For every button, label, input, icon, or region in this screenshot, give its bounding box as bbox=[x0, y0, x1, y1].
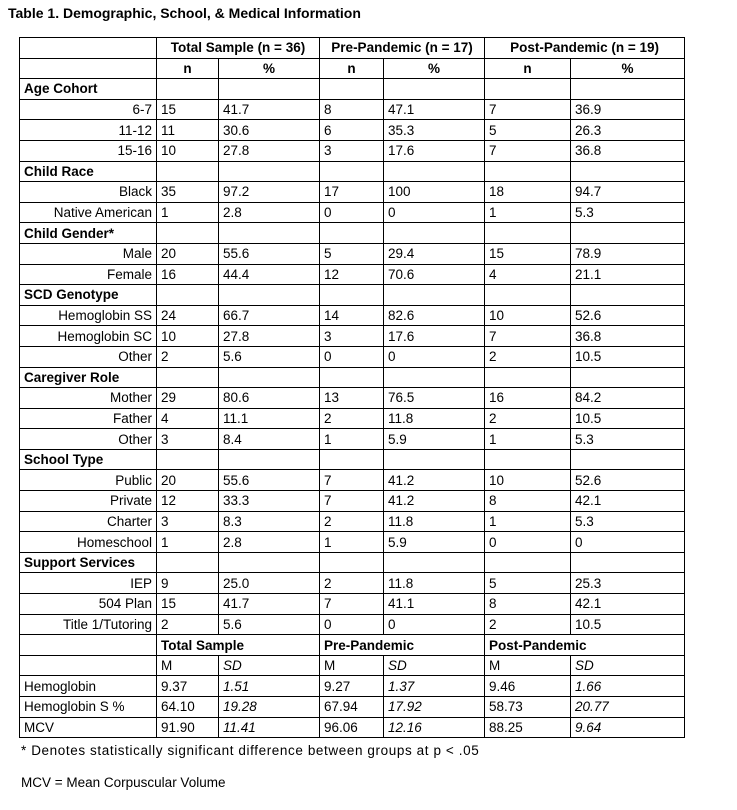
empty-cell bbox=[485, 449, 571, 470]
table-row bbox=[20, 305, 685, 326]
value-cell: 2 bbox=[157, 614, 219, 635]
value-cell: 76.5 bbox=[384, 388, 485, 409]
empty-cell bbox=[571, 449, 685, 470]
value-cell: 12 bbox=[320, 264, 384, 285]
table-row bbox=[20, 429, 685, 450]
value-cell: 10 bbox=[157, 326, 219, 347]
value-cell: 96.06 bbox=[320, 717, 384, 738]
row-label: 504 Plan bbox=[20, 594, 157, 615]
value-cell: 1.37 bbox=[384, 676, 485, 697]
value-cell: 35.3 bbox=[384, 120, 485, 141]
value-cell: 20 bbox=[157, 243, 219, 264]
value-cell: 0 bbox=[384, 614, 485, 635]
empty-cell bbox=[485, 367, 571, 388]
empty-cell bbox=[571, 161, 685, 182]
value-cell: 27.8 bbox=[219, 140, 320, 161]
value-cell: 67.94 bbox=[320, 697, 384, 718]
value-cell: 5.3 bbox=[571, 511, 685, 532]
empty-cell bbox=[157, 161, 219, 182]
empty-cell bbox=[320, 223, 384, 244]
value-cell: 0 bbox=[320, 346, 384, 367]
value-cell: 7 bbox=[320, 594, 384, 615]
row-label: 15-16 bbox=[20, 140, 157, 161]
row-label: Other bbox=[20, 429, 157, 450]
row-label: Father bbox=[20, 408, 157, 429]
group-header: Pre-Pandemic (n = 17) bbox=[320, 38, 485, 59]
value-cell: 11.8 bbox=[384, 408, 485, 429]
value-cell: 15 bbox=[157, 594, 219, 615]
value-cell: 11.8 bbox=[384, 573, 485, 594]
group-header: Total Sample (n = 36) bbox=[157, 38, 320, 59]
table-row bbox=[20, 120, 685, 141]
value-cell: 7 bbox=[485, 140, 571, 161]
section-label: Age Cohort bbox=[20, 79, 157, 100]
value-cell: 9.46 bbox=[485, 676, 571, 697]
value-cell: 1.51 bbox=[219, 676, 320, 697]
empty-cell bbox=[219, 161, 320, 182]
section-row bbox=[20, 285, 685, 306]
empty-cell bbox=[157, 79, 219, 100]
corner-cell bbox=[20, 655, 157, 676]
table-row bbox=[20, 99, 685, 120]
value-cell: 47.1 bbox=[384, 99, 485, 120]
empty-cell bbox=[320, 161, 384, 182]
value-cell: 41.2 bbox=[384, 491, 485, 512]
stat-header-m: M bbox=[485, 655, 571, 676]
value-cell: 15 bbox=[485, 243, 571, 264]
value-cell: 1 bbox=[157, 202, 219, 223]
empty-cell bbox=[219, 449, 320, 470]
empty-cell bbox=[485, 552, 571, 573]
section-row bbox=[20, 161, 685, 182]
value-cell: 18 bbox=[485, 182, 571, 203]
stat-header-m: M bbox=[320, 655, 384, 676]
empty-cell bbox=[320, 367, 384, 388]
value-cell: 3 bbox=[320, 326, 384, 347]
value-cell: 41.2 bbox=[384, 470, 485, 491]
value-cell: 8 bbox=[485, 491, 571, 512]
value-cell: 5 bbox=[485, 120, 571, 141]
value-cell: 17.6 bbox=[384, 140, 485, 161]
value-cell: 14 bbox=[320, 305, 384, 326]
value-cell: 2 bbox=[320, 408, 384, 429]
value-cell: 29.4 bbox=[384, 243, 485, 264]
value-cell: 36.8 bbox=[571, 326, 685, 347]
section-row bbox=[20, 449, 685, 470]
empty-cell bbox=[157, 449, 219, 470]
stat-header-n: n bbox=[157, 58, 219, 79]
section-label: Child Race bbox=[20, 161, 157, 182]
value-cell: 2 bbox=[485, 346, 571, 367]
value-cell: 1 bbox=[485, 202, 571, 223]
stat-header-sd: SD bbox=[571, 655, 685, 676]
section-row bbox=[20, 223, 685, 244]
medical-group-header: Pre-Pandemic bbox=[320, 635, 485, 656]
empty-cell bbox=[571, 552, 685, 573]
row-label: MCV bbox=[20, 717, 157, 738]
value-cell: 2 bbox=[157, 346, 219, 367]
empty-cell bbox=[320, 285, 384, 306]
empty-cell bbox=[384, 79, 485, 100]
empty-cell bbox=[157, 367, 219, 388]
value-cell: 10 bbox=[485, 470, 571, 491]
value-cell: 5.9 bbox=[384, 429, 485, 450]
value-cell: 4 bbox=[157, 408, 219, 429]
value-cell: 10.5 bbox=[571, 408, 685, 429]
corner-cell bbox=[20, 635, 157, 656]
value-cell: 52.6 bbox=[571, 470, 685, 491]
value-cell: 10.5 bbox=[571, 614, 685, 635]
value-cell: 16 bbox=[485, 388, 571, 409]
value-cell: 19.28 bbox=[219, 697, 320, 718]
value-cell: 9.27 bbox=[320, 676, 384, 697]
value-cell: 42.1 bbox=[571, 491, 685, 512]
section-row bbox=[20, 367, 685, 388]
value-cell: 5 bbox=[485, 573, 571, 594]
value-cell: 1.66 bbox=[571, 676, 685, 697]
empty-cell bbox=[384, 552, 485, 573]
empty-cell bbox=[320, 79, 384, 100]
row-label: Charter bbox=[20, 511, 157, 532]
row-label: Female bbox=[20, 264, 157, 285]
value-cell: 17 bbox=[320, 182, 384, 203]
table-row bbox=[20, 388, 685, 409]
table-row bbox=[20, 573, 685, 594]
value-cell: 15 bbox=[157, 99, 219, 120]
value-cell: 41.7 bbox=[219, 594, 320, 615]
value-cell: 10 bbox=[485, 305, 571, 326]
value-cell: 1 bbox=[485, 511, 571, 532]
value-cell: 1 bbox=[157, 532, 219, 553]
section-label: School Type bbox=[20, 449, 157, 470]
value-cell: 70.6 bbox=[384, 264, 485, 285]
table-row bbox=[20, 346, 685, 367]
empty-cell bbox=[157, 552, 219, 573]
table-row bbox=[20, 470, 685, 491]
value-cell: 41.1 bbox=[384, 594, 485, 615]
table-row bbox=[20, 511, 685, 532]
value-cell: 12 bbox=[157, 491, 219, 512]
value-cell: 16 bbox=[157, 264, 219, 285]
stat-header-n: n bbox=[485, 58, 571, 79]
section-label: Support Services bbox=[20, 552, 157, 573]
stat-header-pct: % bbox=[571, 58, 685, 79]
row-label: Private bbox=[20, 491, 157, 512]
empty-cell bbox=[485, 285, 571, 306]
abbreviation-note: MCV = Mean Corpuscular Volume bbox=[21, 775, 226, 790]
significance-footnote: * Denotes statistically significant difference between groups at p < .05 bbox=[21, 743, 480, 758]
value-cell: 94.7 bbox=[571, 182, 685, 203]
medical-group-header-row bbox=[20, 635, 685, 656]
table-title: Table 1. Demographic, School, & Medical Information bbox=[8, 5, 361, 21]
table-row bbox=[20, 202, 685, 223]
section-row bbox=[20, 552, 685, 573]
medical-group-header: Post-Pandemic bbox=[485, 635, 685, 656]
medical-row bbox=[20, 717, 685, 738]
value-cell: 1 bbox=[320, 532, 384, 553]
empty-cell bbox=[571, 285, 685, 306]
value-cell: 8 bbox=[320, 99, 384, 120]
value-cell: 36.8 bbox=[571, 140, 685, 161]
value-cell: 20 bbox=[157, 470, 219, 491]
value-cell: 88.25 bbox=[485, 717, 571, 738]
value-cell: 20.77 bbox=[571, 697, 685, 718]
row-label: Hemoglobin SC bbox=[20, 326, 157, 347]
row-label: 6-7 bbox=[20, 99, 157, 120]
empty-cell bbox=[485, 223, 571, 244]
empty-cell bbox=[571, 367, 685, 388]
value-cell: 82.6 bbox=[384, 305, 485, 326]
empty-cell bbox=[384, 223, 485, 244]
value-cell: 2 bbox=[320, 511, 384, 532]
row-label: Black bbox=[20, 182, 157, 203]
value-cell: 2 bbox=[485, 614, 571, 635]
value-cell: 66.7 bbox=[219, 305, 320, 326]
value-cell: 5.3 bbox=[571, 429, 685, 450]
value-cell: 11 bbox=[157, 120, 219, 141]
value-cell: 58.73 bbox=[485, 697, 571, 718]
value-cell: 6 bbox=[320, 120, 384, 141]
corner-cell bbox=[20, 38, 157, 59]
value-cell: 27.8 bbox=[219, 326, 320, 347]
group-header-row bbox=[20, 38, 685, 59]
value-cell: 29 bbox=[157, 388, 219, 409]
demographics-table bbox=[19, 37, 685, 738]
value-cell: 3 bbox=[320, 140, 384, 161]
value-cell: 41.7 bbox=[219, 99, 320, 120]
empty-cell bbox=[219, 223, 320, 244]
table-row bbox=[20, 140, 685, 161]
value-cell: 8.4 bbox=[219, 429, 320, 450]
value-cell: 100 bbox=[384, 182, 485, 203]
empty-cell bbox=[157, 285, 219, 306]
table-row bbox=[20, 594, 685, 615]
value-cell: 12.16 bbox=[384, 717, 485, 738]
value-cell: 78.9 bbox=[571, 243, 685, 264]
row-label: Other bbox=[20, 346, 157, 367]
stat-header-pct: % bbox=[219, 58, 320, 79]
table-row bbox=[20, 182, 685, 203]
value-cell: 8.3 bbox=[219, 511, 320, 532]
value-cell: 5.6 bbox=[219, 346, 320, 367]
row-label: Hemoglobin bbox=[20, 676, 157, 697]
value-cell: 25.0 bbox=[219, 573, 320, 594]
value-cell: 11.8 bbox=[384, 511, 485, 532]
value-cell: 0 bbox=[384, 202, 485, 223]
empty-cell bbox=[384, 367, 485, 388]
value-cell: 9.37 bbox=[157, 676, 219, 697]
empty-cell bbox=[384, 285, 485, 306]
value-cell: 2 bbox=[485, 408, 571, 429]
empty-cell bbox=[485, 161, 571, 182]
medical-row bbox=[20, 676, 685, 697]
medical-group-header: Total Sample bbox=[157, 635, 320, 656]
row-label: Hemoglobin SS bbox=[20, 305, 157, 326]
table-row bbox=[20, 491, 685, 512]
value-cell: 35 bbox=[157, 182, 219, 203]
empty-cell bbox=[384, 161, 485, 182]
empty-cell bbox=[157, 223, 219, 244]
value-cell: 5.6 bbox=[219, 614, 320, 635]
row-label: IEP bbox=[20, 573, 157, 594]
table-row bbox=[20, 264, 685, 285]
value-cell: 2.8 bbox=[219, 532, 320, 553]
table-row bbox=[20, 243, 685, 264]
medical-row bbox=[20, 697, 685, 718]
stat-header-row bbox=[20, 58, 685, 79]
value-cell: 55.6 bbox=[219, 470, 320, 491]
value-cell: 64.10 bbox=[157, 697, 219, 718]
section-label: Child Gender* bbox=[20, 223, 157, 244]
empty-cell bbox=[219, 79, 320, 100]
empty-cell bbox=[571, 223, 685, 244]
value-cell: 1 bbox=[320, 429, 384, 450]
value-cell: 7 bbox=[485, 326, 571, 347]
empty-cell bbox=[571, 79, 685, 100]
row-label: 11-12 bbox=[20, 120, 157, 141]
medical-stat-header-row bbox=[20, 655, 685, 676]
value-cell: 25.3 bbox=[571, 573, 685, 594]
value-cell: 0 bbox=[320, 614, 384, 635]
value-cell: 33.3 bbox=[219, 491, 320, 512]
stat-header-sd: SD bbox=[384, 655, 485, 676]
value-cell: 26.3 bbox=[571, 120, 685, 141]
value-cell: 52.6 bbox=[571, 305, 685, 326]
row-label: Public bbox=[20, 470, 157, 491]
row-label: Title 1/Tutoring bbox=[20, 614, 157, 635]
stat-header-pct: % bbox=[384, 58, 485, 79]
group-header: Post-Pandemic (n = 19) bbox=[485, 38, 685, 59]
value-cell: 7 bbox=[320, 491, 384, 512]
table-row bbox=[20, 326, 685, 347]
value-cell: 7 bbox=[320, 470, 384, 491]
empty-cell bbox=[320, 449, 384, 470]
row-label: Male bbox=[20, 243, 157, 264]
value-cell: 91.90 bbox=[157, 717, 219, 738]
value-cell: 5.3 bbox=[571, 202, 685, 223]
value-cell: 2 bbox=[320, 573, 384, 594]
empty-cell bbox=[219, 285, 320, 306]
stat-header-n: n bbox=[320, 58, 384, 79]
value-cell: 5.9 bbox=[384, 532, 485, 553]
empty-cell bbox=[219, 552, 320, 573]
value-cell: 17.6 bbox=[384, 326, 485, 347]
value-cell: 0 bbox=[571, 532, 685, 553]
row-label: Native American bbox=[20, 202, 157, 223]
value-cell: 0 bbox=[320, 202, 384, 223]
empty-cell bbox=[485, 79, 571, 100]
section-label: Caregiver Role bbox=[20, 367, 157, 388]
value-cell: 1 bbox=[485, 429, 571, 450]
empty-cell bbox=[219, 367, 320, 388]
value-cell: 9 bbox=[157, 573, 219, 594]
corner-cell bbox=[20, 58, 157, 79]
value-cell: 4 bbox=[485, 264, 571, 285]
row-label: Homeschool bbox=[20, 532, 157, 553]
value-cell: 13 bbox=[320, 388, 384, 409]
value-cell: 0 bbox=[384, 346, 485, 367]
value-cell: 3 bbox=[157, 511, 219, 532]
value-cell: 9.64 bbox=[571, 717, 685, 738]
value-cell: 10 bbox=[157, 140, 219, 161]
value-cell: 30.6 bbox=[219, 120, 320, 141]
row-label: Mother bbox=[20, 388, 157, 409]
stat-header-m: M bbox=[157, 655, 219, 676]
value-cell: 42.1 bbox=[571, 594, 685, 615]
stat-header-sd: SD bbox=[219, 655, 320, 676]
row-label: Hemoglobin S % bbox=[20, 697, 157, 718]
value-cell: 24 bbox=[157, 305, 219, 326]
value-cell: 44.4 bbox=[219, 264, 320, 285]
value-cell: 3 bbox=[157, 429, 219, 450]
value-cell: 5 bbox=[320, 243, 384, 264]
value-cell: 17.92 bbox=[384, 697, 485, 718]
value-cell: 97.2 bbox=[219, 182, 320, 203]
value-cell: 36.9 bbox=[571, 99, 685, 120]
value-cell: 21.1 bbox=[571, 264, 685, 285]
table-row bbox=[20, 614, 685, 635]
section-row bbox=[20, 79, 685, 100]
value-cell: 11.41 bbox=[219, 717, 320, 738]
table-row bbox=[20, 532, 685, 553]
value-cell: 8 bbox=[485, 594, 571, 615]
value-cell: 7 bbox=[485, 99, 571, 120]
value-cell: 0 bbox=[485, 532, 571, 553]
value-cell: 55.6 bbox=[219, 243, 320, 264]
value-cell: 11.1 bbox=[219, 408, 320, 429]
value-cell: 2.8 bbox=[219, 202, 320, 223]
value-cell: 80.6 bbox=[219, 388, 320, 409]
empty-cell bbox=[384, 449, 485, 470]
table-row bbox=[20, 408, 685, 429]
section-label: SCD Genotype bbox=[20, 285, 157, 306]
value-cell: 10.5 bbox=[571, 346, 685, 367]
value-cell: 84.2 bbox=[571, 388, 685, 409]
empty-cell bbox=[320, 552, 384, 573]
